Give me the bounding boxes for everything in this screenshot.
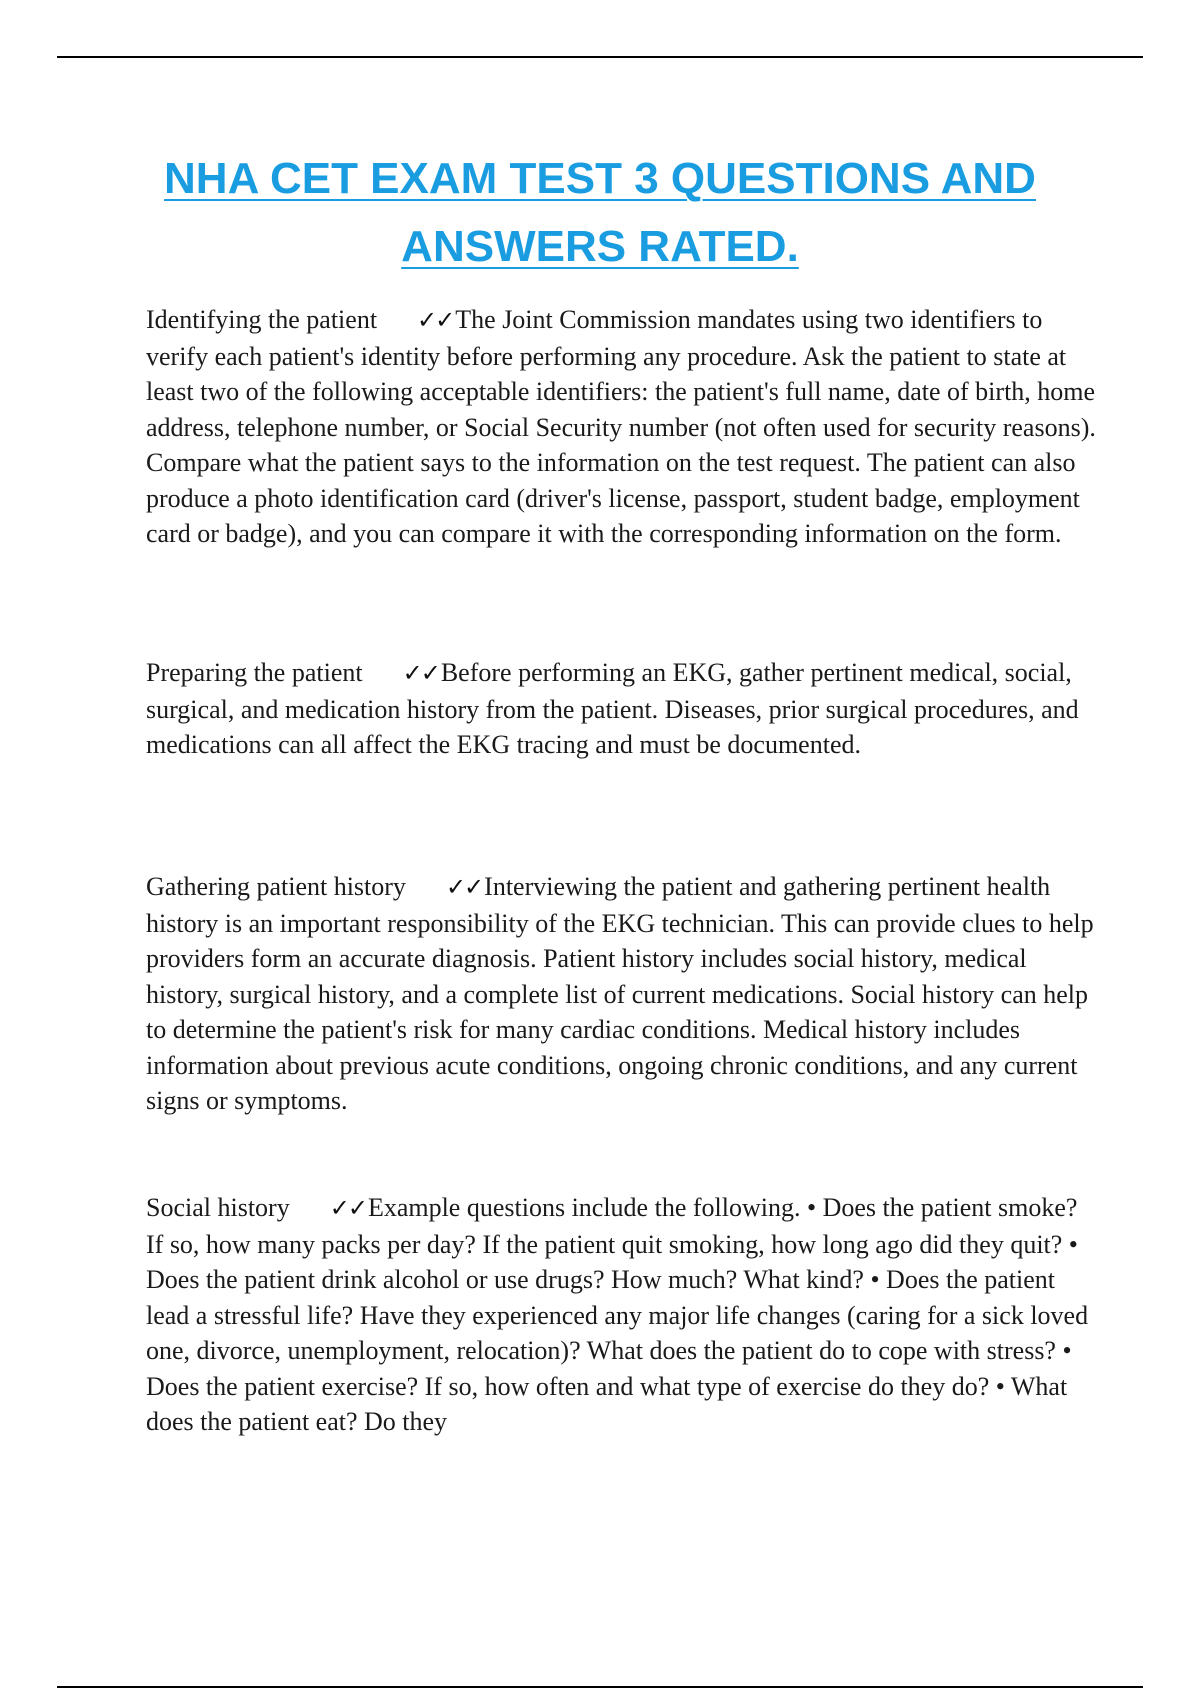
- document-title: [100, 145, 1100, 281]
- entry-definition: The Joint Commission mandates using two identifiers to verify each patient's identity before performing any procedure. Ask the patient to state at least two of the following acceptable identifiers: the patient's full name, date of birth, home address, telephone number, or Social Security number (not often used for security reasons). Compare what the patient says to the information on the test request. The patient can also produce a photo identification card (driver's license, passport, student badge, employment card or badge), and you can compare it with the corresponding information on the form.: [146, 305, 1096, 548]
- qa-entry: [146, 1190, 1098, 1440]
- entry-definition: Example questions include the following. • Does the patient smoke? If so, how many packs per day? If the patient quit smoking, how long ago did they quit? • Does the patient drink alcohol or use drugs? How much? What kind? • Does the patient lead a stressful life? Have they experienced any major life changes (caring for a sick loved one, divorce, unemployment, relocation)? What does the patient do to cope with stress? • Does the patient exercise? If so, how often and what type of exercise do they do? • What does the patient eat? Do they: [146, 1193, 1089, 1436]
- double-check-icon: ✓✓: [329, 1194, 366, 1222]
- entry-definition: Interviewing the patient and gathering pertinent health history is an important responsibility of the EKG technician. This can provide clues to help providers form an accurate diagnosis. Patient history includes social history, medical history, surgical history, and a complete list of current medications. Social history can help to determine the patient's risk for many cardiac conditions. Medical history includes information about previous acute conditions, ongoing chronic conditions, and any current signs or symptoms.: [146, 872, 1094, 1115]
- title-line-1: NHA CET EXAM TEST 3 QUESTIONS AND: [164, 154, 1036, 203]
- double-check-icon: ✓✓: [417, 306, 454, 334]
- qa-entry: [146, 302, 1098, 552]
- entry-definition: Before performing an EKG, gather pertinent medical, social, surgical, and medication history from the patient. Diseases, prior surgical procedures, and medications can all affect the EKG tracing and must be documented.: [146, 658, 1079, 759]
- header-rule: [57, 56, 1143, 58]
- title-line-2: ANSWERS RATED.: [401, 222, 799, 271]
- entry-term: Gathering patient history: [146, 872, 406, 901]
- qa-entry: [146, 655, 1098, 763]
- qa-entry: [146, 869, 1098, 1119]
- entry-term: Social history: [146, 1193, 290, 1222]
- footer-rule: [57, 1686, 1143, 1688]
- double-check-icon: ✓✓: [402, 659, 439, 687]
- double-check-icon: ✓✓: [445, 873, 483, 901]
- entry-term: Preparing the patient: [146, 658, 363, 687]
- entry-term: Identifying the patient: [146, 305, 378, 334]
